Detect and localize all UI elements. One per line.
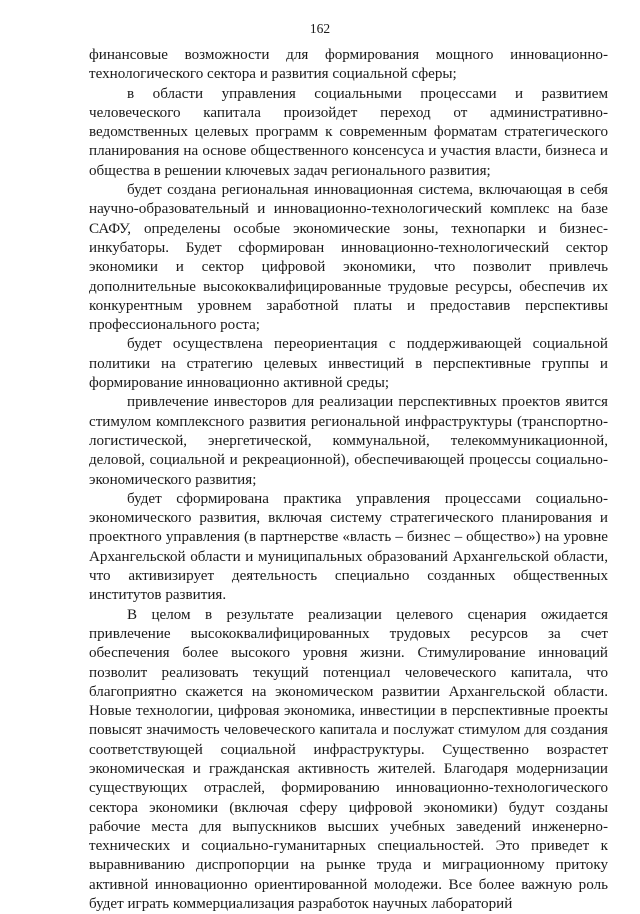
paragraph-financial-capabilities: финансовые возможности для формирования мощного инновационно-технологического сектора и развития социальной сферы; [89, 47, 608, 83]
paragraph-human-capital-management: в области управления социальными процессами и развитием человеческого капитала произойдет переход от административно-ведомственных целевых программ к современным форматам стратегического планирования на основе общественного консенсуса и участия власти, бизнеса и общества в решении ключевых задач регионального развития; [89, 85, 608, 179]
paragraph-management-practice: будет сформирована практика управления процессами социально-экономического развития, включая систему стратегического планирования и проектного управления (в партнерстве «власть – бизнес – общество») на уровне Архангельской области и муниципальных образований Архангельской области, что активизирует деятельность специально созданных общественных институтов развития. [89, 490, 608, 604]
page-number: 162 [309, 21, 331, 36]
paragraph-regional-innovation-system: будет создана региональная инновационная система, включающая в себя научно-образовательный и инновационно-технологический комплекс на базе САФУ, определены особые экономические зоны, технопарки и бизнес-инкубаторы. Будет сформирован инновационно-технологический сектор экономики и сектор цифровой экономики, что позволит привлечь дополнительные высококвалифицированные трудовые ресурсы, обеспечив их конкурентным уровнем заработной платы и предоставив перспективы профессионального роста; [89, 182, 608, 334]
paragraph-investor-attraction: привлечение инвесторов для реализации перспективных проектов явится стимулом комплексного развития региональной инфраструктуры (транспортно-логистической, энергетической, коммунальной, телекоммуникационной, деловой, социальной и рекреационной), обеспечивающей процессы социально-экономического развития; [89, 394, 608, 488]
body-text [89, 46, 608, 914]
paragraph-target-scenario-summary: В целом в результате реализации целевого сценария ожидается привлечение высококвалифицированных трудовых ресурсов за счет обеспечения более высокого уровня жизни. Стимулирование инноваций позволит реализовать текущий потенциал человеческого капитала, что благоприятно скажется на экономическом развитии Архангельской области. Новые технологии, цифровая экономика, инвестиции в перспективные проекты повысят значимость человеческого капитала и послужат стимулом для создания соответствующей социальной инфраструктуры. Существенно возрастет экономическая и гражданская активность жителей. Благодаря модернизации существующих отраслей, формированию инновационно-технологического сектора экономики (включая сферу цифровой экономики) будут созданы рабочие места для выпускников высших учебных заведений инженерно-технических и социально-гуманитарных специальностей. Это приведет к выравниванию диспропорции на рынке труда и миграционному притоку активной инновационно ориентированной молодежи. Все более важную роль будет играть коммерциализация разработок научных лабораторий [89, 606, 608, 913]
paragraph-social-policy-reorientation: будет осуществлена переориентация с поддерживающей социальной политики на стратегию целевых инвестиций в перспективные группы и формирование инновационно активной среды; [89, 336, 608, 392]
